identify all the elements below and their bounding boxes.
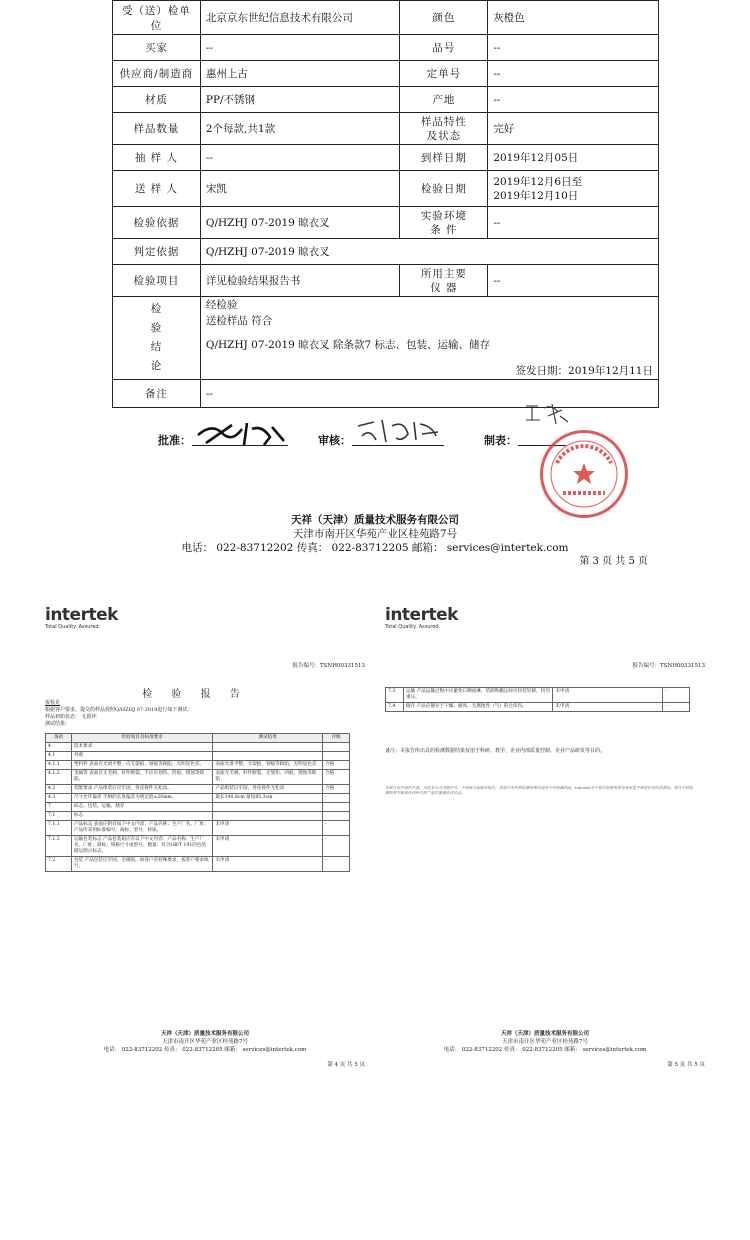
issue-date: 2019年12月11日 [568, 365, 653, 377]
table-cell: 合格 [323, 770, 350, 785]
table-cell: 未申请 [553, 703, 663, 712]
table-cell: 7 [46, 803, 72, 812]
label-line: 条 件 [430, 223, 458, 236]
label-char: 结 [150, 341, 163, 353]
intro-line: 测试结果： [45, 721, 71, 727]
table-cell: 最长140.8cm 最短85.3cm [213, 794, 323, 803]
field-value: 完好 [488, 113, 659, 145]
footer-contact: 电话： 022-83712202 传真： 022-83712205 邮箱： services@intertek.com [443, 1047, 647, 1053]
report-intro [45, 700, 192, 728]
field-label: 材质 [113, 87, 201, 113]
table-row [46, 785, 350, 794]
field-value: 宋凯 [200, 171, 400, 207]
column-header: 检验项目及标准要求 [71, 734, 212, 743]
label-char: 论 [150, 360, 163, 372]
table-cell: 技术要求 [71, 743, 212, 752]
field-label [400, 207, 488, 239]
page-number: 第 3 页 共 5 页 [579, 556, 648, 567]
table-cell: 4 [46, 743, 72, 752]
page-footer [385, 1030, 705, 1054]
table-cell: 运输包装标志 产品包装箱应有以下中文内容：产品名称；生产厂名、厂址；商标；规格尺寸或型号、数量；符合GB/T 191的包装储运图示标志。 [71, 836, 212, 857]
footer-address: 天津市南开区华苑产业区桂苑路7号 [292, 528, 458, 540]
intro-line: 样品初始状态： 无损坏 [45, 714, 97, 720]
issue-date-row [206, 363, 653, 379]
table-body [386, 688, 690, 712]
table-cell: - [663, 703, 690, 712]
table-cell: 表面无毛刺、杆件断裂，无划伤、凹痕、锈蚀等缺陷 [213, 770, 323, 785]
footer-address: 天津市南开区华苑产业区桂苑路7号 [161, 1039, 248, 1045]
logo-tagline: Total Quality. Assured. [45, 624, 101, 630]
table-row [113, 35, 659, 61]
field-label: 检验日期 [400, 171, 488, 207]
intro-line: 根据客户要求，提交的样品按照Q/HZHJ 07-2019进行如下测试： [45, 707, 193, 713]
approve-signature [192, 415, 292, 449]
table-cell: 7.1.2 [46, 836, 72, 857]
table-row [113, 145, 659, 171]
label-line: 仪 器 [430, 281, 458, 294]
table-cell: 表面光滑平整，无裂痕、划痕等缺陷，无明显色差 [213, 761, 323, 770]
table-row [46, 770, 350, 785]
table-row [113, 297, 659, 380]
footer-contact: 电话： 022-83712202 传真： 022-83712205 邮箱： services@intertek.com [103, 1047, 307, 1053]
label-line: 及状态 [426, 129, 462, 142]
prepare-signature [522, 400, 572, 428]
table-cell [213, 743, 323, 752]
field-value: 详见检验结果报告书 [200, 265, 400, 297]
field-value: PP/不锈钢 [200, 87, 400, 113]
table-cell: 储存 产品应储存于干燥、通风、无腐蚀性（气）的仓库内。 [403, 703, 552, 712]
intertek-logo [45, 605, 118, 630]
page-number: 第 4 页 共 5 页 [327, 1062, 365, 1068]
logo-wordmark: intertek [385, 605, 458, 625]
table-cell: 7.1.1 [46, 821, 72, 836]
label-line: 实验环境 [420, 209, 467, 222]
field-value: 灰橙色 [488, 1, 659, 35]
result-table [385, 687, 690, 712]
field-value: Q/HZHJ 07-2019 晾衣叉 [200, 207, 400, 239]
label-line: 样品特性 [420, 115, 467, 128]
table-cell: 4.2 [46, 785, 72, 794]
table-row [46, 836, 350, 857]
value-line: 2019年12月10日 [493, 189, 579, 202]
table-row [113, 239, 659, 265]
field-value: -- [488, 265, 659, 297]
review-signature [352, 412, 447, 448]
table-row [113, 87, 659, 113]
report-title: 检 验 报 告 [142, 689, 248, 700]
column-header: 条款 [46, 734, 72, 743]
table-cell: - [323, 794, 350, 803]
table-cell: 4.3 [46, 794, 72, 803]
table-cell: 4.1 [46, 752, 72, 761]
field-label: 样品数量 [113, 113, 201, 145]
table-cell: 4.1.2 [46, 770, 72, 785]
label-line: 所用主要 [420, 267, 467, 280]
table-cell: 7.3 [386, 688, 404, 703]
field-label: 品号 [400, 35, 488, 61]
table-row [386, 688, 690, 703]
field-value [488, 171, 659, 207]
intertek-logo [385, 605, 458, 630]
table-cell: 装配要求 产品组装后应牢固，各连接件无松动。 [71, 785, 212, 794]
signature-block [0, 400, 750, 510]
footer-company: 天祥（天津）质量技术服务有限公司 [291, 514, 459, 526]
report-page-5 [385, 605, 705, 1075]
table-row [46, 812, 350, 821]
field-label: 送 样 人 [113, 171, 201, 207]
table-cell: 4.1.1 [46, 761, 72, 770]
result-table [45, 733, 350, 872]
field-value: -- [200, 380, 658, 408]
field-value: -- [200, 145, 400, 171]
field-label: 供应商/制造商 [113, 61, 201, 87]
intro-line: 报检见 [45, 700, 61, 706]
footer-company: 天祥（天津）质量技术服务有限公司 [160, 1031, 249, 1037]
label-char: 检 [150, 303, 163, 315]
table-row [46, 857, 350, 872]
table-cell: 标志 [71, 812, 212, 821]
conclusion-line: 经检验 [205, 299, 238, 311]
field-value: -- [488, 61, 659, 87]
table-row [46, 821, 350, 836]
field-label: 买家 [113, 35, 201, 61]
table-cell: 未申请 [213, 857, 323, 872]
table-row [386, 703, 690, 712]
footer-address: 天津市南开区华苑产业区桂苑路7号 [501, 1039, 588, 1045]
column-header: 测试结果 [213, 734, 323, 743]
field-label [400, 265, 488, 297]
table-cell: 产品标志 表面应附有如下中文内容：产品名称；生产厂名、厂址；产品所采用标准编号；商标；型号、材质。 [71, 821, 212, 836]
field-label: 产地 [400, 87, 488, 113]
field-label: 定单号 [400, 61, 488, 87]
table-cell: 运输 产品运输过程中应避免日晒雨淋、装卸和搬运时应轻装轻卸，切勿重压。 [403, 688, 552, 703]
footer-company: 天祥（天津）质量技术服务有限公司 [500, 1031, 589, 1037]
table-cell: 尺寸允许偏差 手柄的长度偏差为规定值±20mm。 [71, 794, 212, 803]
table-cell: - [323, 857, 350, 872]
table-cell: - [323, 821, 350, 836]
table-cell [323, 812, 350, 821]
table-cell [213, 803, 323, 812]
field-value: 2019年12月05日 [488, 145, 659, 171]
table-cell: - [663, 688, 690, 703]
issue-date-label: 签发日期： [515, 365, 569, 377]
field-label: 检验项目 [113, 265, 201, 297]
table-cell [213, 812, 323, 821]
table-body [46, 743, 350, 872]
table-cell [213, 752, 323, 761]
page-footer [0, 513, 750, 555]
table-cell [323, 803, 350, 812]
conclusion-line: Q/HZHJ 07-2019 晾衣叉 除条款7 标志、包装、运输、储存 [205, 339, 490, 351]
table-row [46, 794, 350, 803]
table-cell: 未申请 [213, 821, 323, 836]
value-line: 2019年12月6日至 [493, 175, 583, 188]
field-label [400, 113, 488, 145]
table-row [113, 113, 659, 145]
table-row [46, 752, 350, 761]
table-row [113, 171, 659, 207]
table-cell: 未申请 [553, 688, 663, 703]
table-cell: 金属管 表面应无毛刺、杆件断裂，不应有划伤、凹痕、锈蚀等缺陷。 [71, 770, 212, 785]
table-row [113, 265, 659, 297]
table-cell: 7.2 [46, 857, 72, 872]
table-header-row [46, 734, 350, 743]
table-cell [323, 743, 350, 752]
report-disclaimer: 本报告仅对来样负责。未经本公司书面许可，不得部分复制本报告。本报告中所列检测结果仅适用于所检测样品，Intertek对于报告的使用者及其用途不承担任何法律责任。报告中的检测结果不构成任何形式的产品质量保证或认证。 [385, 785, 693, 795]
conclusion-label [113, 297, 201, 380]
table-cell: 合格 [323, 785, 350, 794]
field-value: Q/HZHJ 07-2019 晾衣叉 [200, 239, 658, 265]
table-row [46, 803, 350, 812]
field-value: -- [488, 207, 659, 239]
field-label: 到样日期 [400, 145, 488, 171]
field-label: 颜色 [400, 1, 488, 35]
table-row [113, 61, 659, 87]
approve-label: 批准： [158, 434, 191, 447]
field-label: 备注 [113, 380, 201, 408]
table-cell: 标志、包装、运输、储存 [71, 803, 212, 812]
table-row [46, 761, 350, 770]
page-footer [45, 1030, 365, 1054]
conclusion-value [200, 297, 658, 380]
table-cell: 7.4 [386, 703, 404, 712]
report-page-3 [0, 0, 750, 580]
field-value: -- [200, 35, 400, 61]
column-header: 评级 [323, 734, 350, 743]
report-remark: 备注：本报告所出具的检测数据结果仅用于科研、教学、企业内部质量控制、企业产品研发等目的。 [385, 748, 606, 754]
field-value: 北京京东世纪信息技术有限公司 [200, 1, 400, 35]
table-cell: 产品组装后牢固，各连接件无松动 [213, 785, 323, 794]
prepare-label: 制表： [484, 434, 517, 447]
logo-wordmark: intertek [45, 605, 118, 625]
table-cell: 外观 [71, 752, 212, 761]
field-value: 2个每款,共1款 [200, 113, 400, 145]
field-value: 惠州上古 [200, 61, 400, 87]
page-number: 第 5 页 共 5 页 [667, 1062, 705, 1068]
label-char: 验 [150, 322, 163, 334]
field-label: 判定依据 [113, 239, 201, 265]
table-cell: 塑料件 表面应光滑平整，应无裂痕、划痕等缺陷，无明显色差。 [71, 761, 212, 770]
approve-line [192, 445, 288, 446]
report-number: 报告编号：TSNH00331513 [292, 663, 365, 669]
table-cell: - [323, 836, 350, 857]
field-value: -- [488, 87, 659, 113]
table-cell: 7.1 [46, 812, 72, 821]
company-seal [540, 430, 628, 518]
field-label: 检验依据 [113, 207, 201, 239]
report-page-4 [45, 605, 365, 1075]
review-line [352, 445, 444, 446]
footer-contact: 电话： 022-83712202 传真： 022-83712205 邮箱： services@intertek.com [181, 542, 569, 554]
table-cell [323, 752, 350, 761]
review-label: 审核： [318, 434, 351, 447]
table-row [46, 743, 350, 752]
inspection-summary-table [112, 0, 659, 408]
table-cell: 合格 [323, 761, 350, 770]
conclusion-line: 送检样品 符合 [205, 315, 273, 327]
field-value: -- [488, 35, 659, 61]
report-number: 报告编号：TSNH00331513 [632, 663, 705, 669]
field-label: 抽 样 人 [113, 145, 201, 171]
logo-tagline: Total Quality. Assured. [385, 624, 441, 630]
table-cell: 未申请 [213, 836, 323, 857]
table-row [113, 207, 659, 239]
field-label: 受（送）检单位 [113, 1, 201, 35]
table-cell: 包装 产品包装应牢固、无破损，如客户有特殊要求，按客户要求执行。 [71, 857, 212, 872]
table-row [113, 1, 659, 35]
